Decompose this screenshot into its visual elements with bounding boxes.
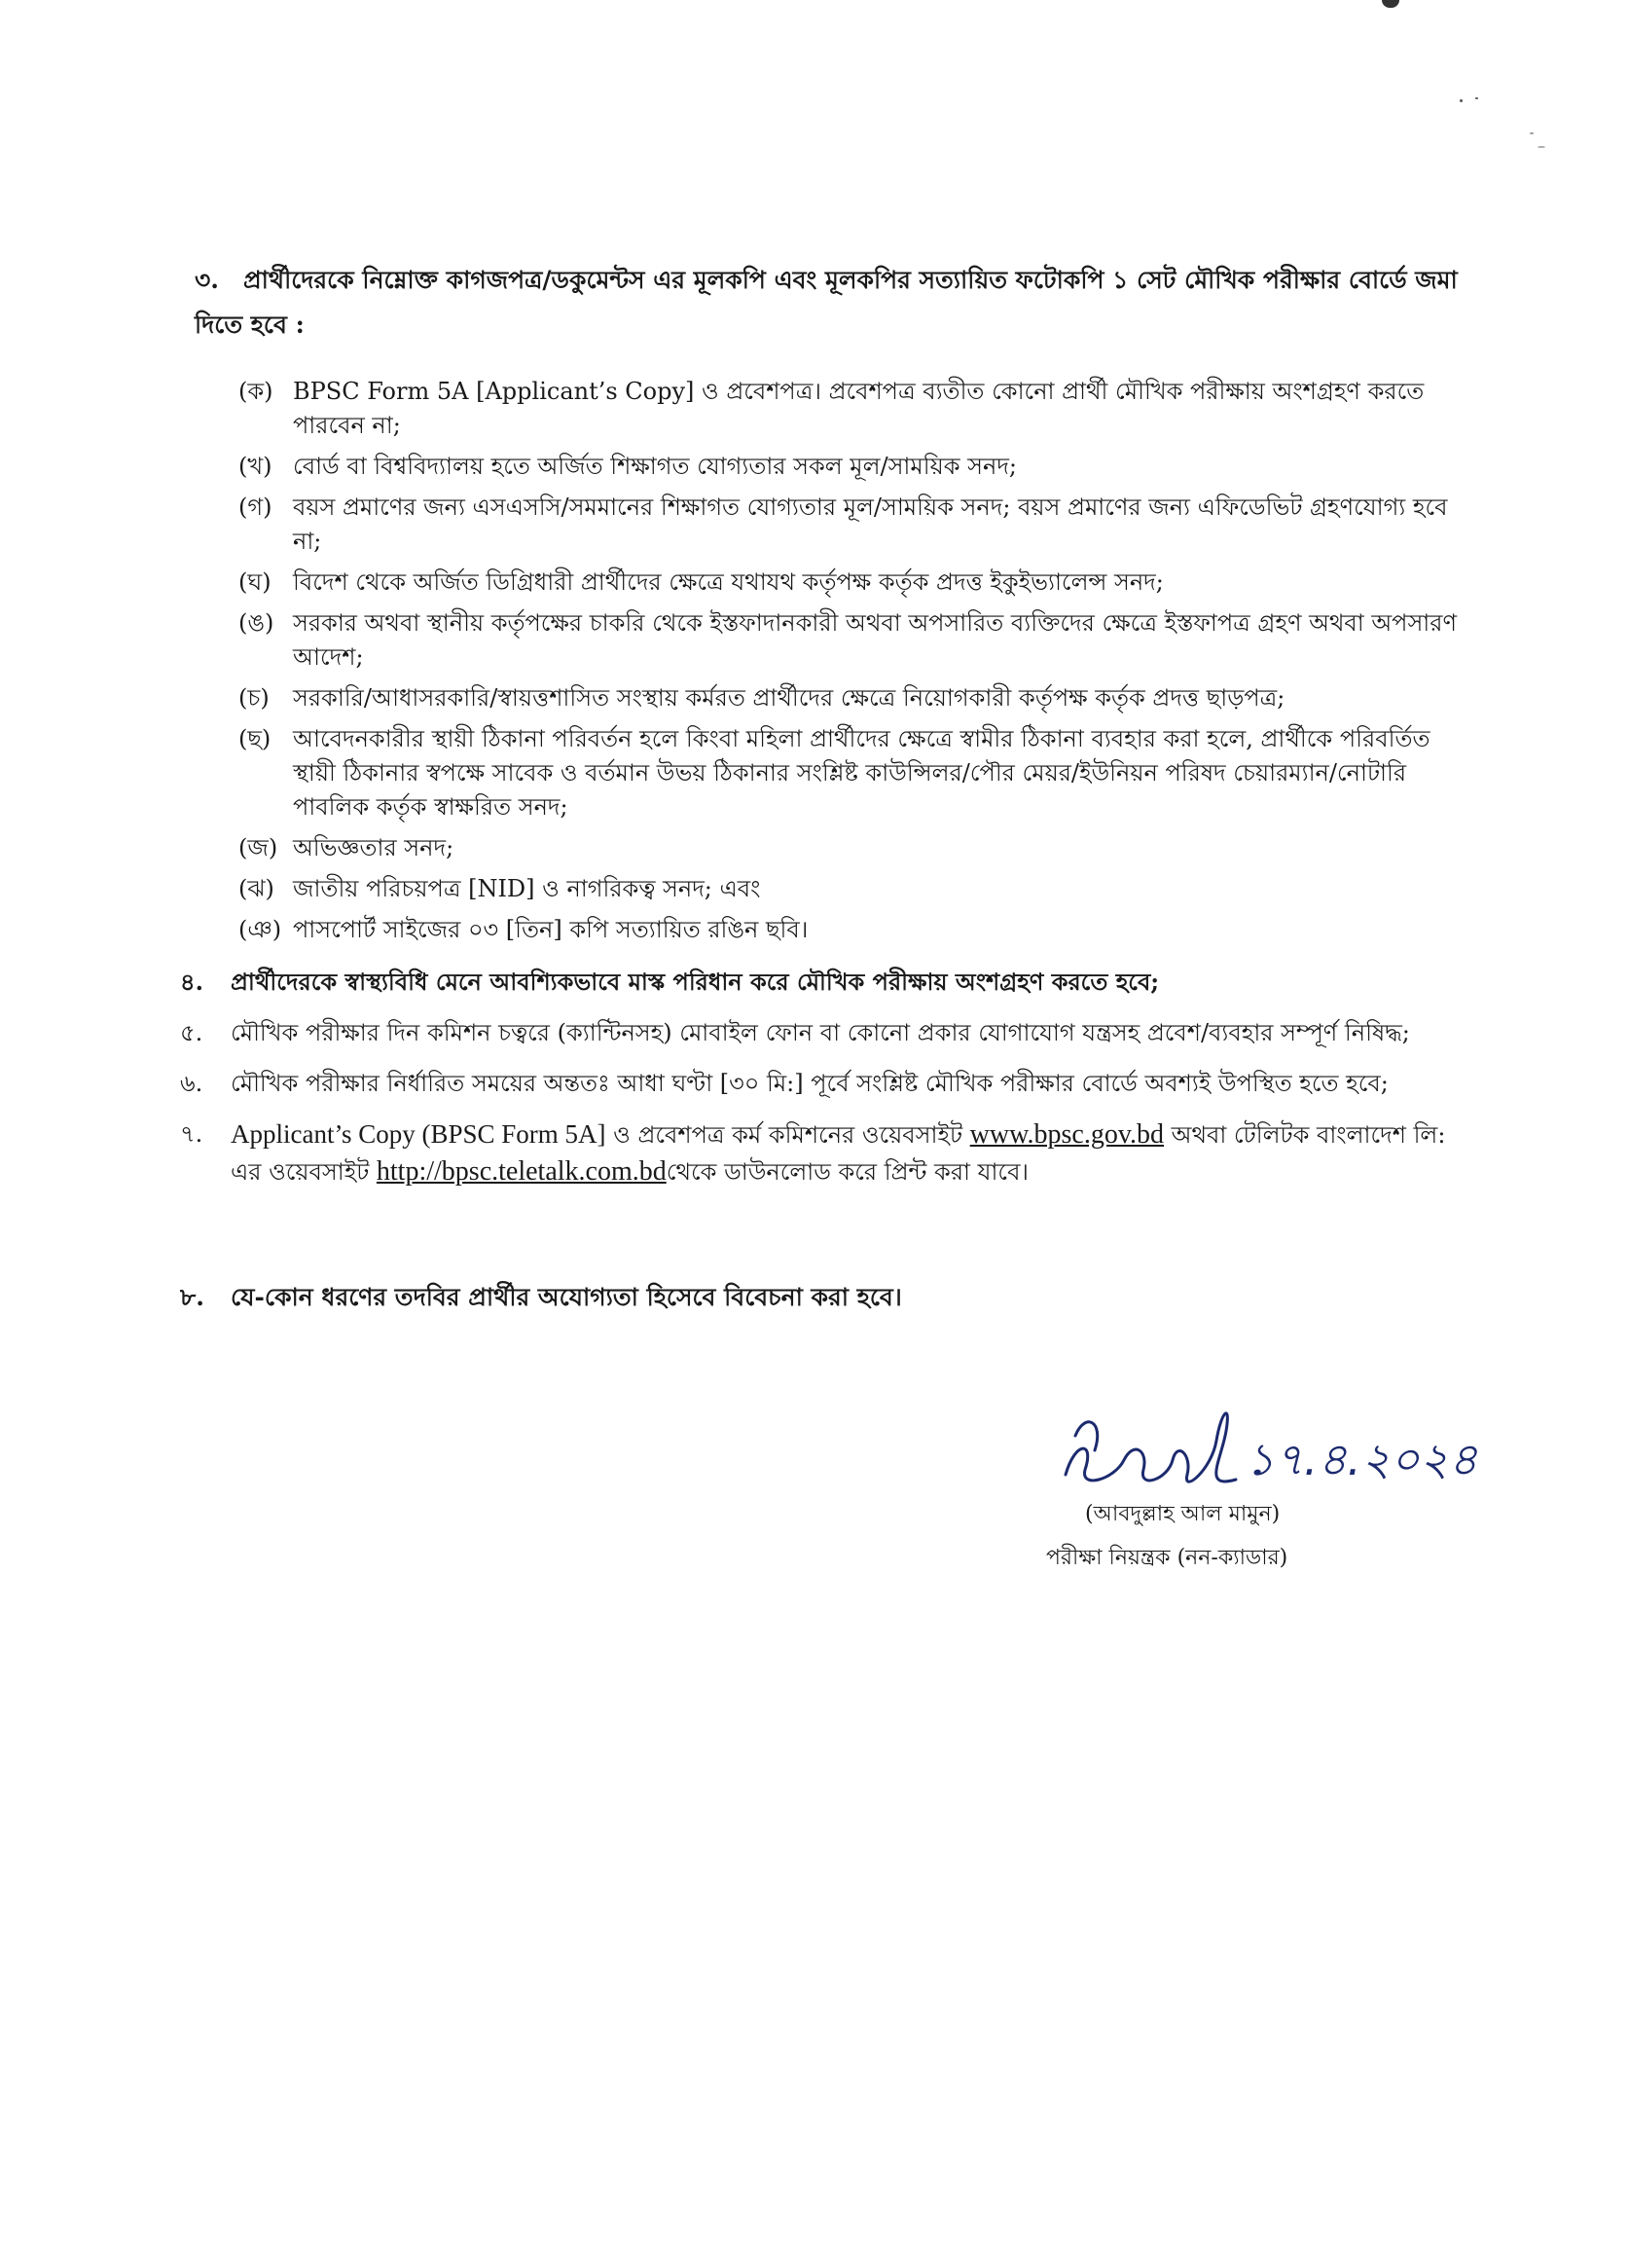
sub-item-text: বিদেশ থেকে অর্জিত ডিগ্রিধারী প্রার্থীদের ক্ষেত্রে যথাযথ কর্তৃপক্ষ কর্তৃক প্রদত্ত ইকুইভ্যালেন্স সনদ;	[293, 568, 1164, 596]
sub-item-mark: (ঘ)	[238, 568, 272, 596]
sub-item-mark: (খ)	[238, 453, 272, 480]
sub-item-mark: (ক)	[238, 378, 273, 405]
item-number: ৫.	[180, 1019, 203, 1046]
item-text: যে-কোন ধরণের তদবির প্রার্থীর অযোগ্যতা হিসেবে বিবেচনা করা হবে।	[231, 1283, 902, 1311]
document-sublist	[238, 375, 1465, 954]
sub-item-cha	[238, 722, 1465, 824]
sub-item-mark: (জ)	[238, 834, 278, 861]
sub-item-gha	[238, 566, 1465, 600]
sub-item-text: সরকার অথবা স্থানীয় কর্তৃপক্ষের চাকরি থেকে ইস্তফাদানকারী অথবা অপসারিত ব্যক্তিদের ক্ষেত্রে ইস্তফাপত্র গ্রহণ অথবা অপসারণ আদেশ;	[293, 609, 1457, 671]
teletalk-website-link[interactable]: http://bpsc.teletalk.com.bd	[376, 1156, 667, 1187]
signature-date: ১৭.৪.২০২৪	[1246, 1433, 1478, 1485]
sub-item-ja	[238, 831, 1465, 865]
sub-item-ga	[238, 491, 1465, 559]
scan-speck	[1382, 0, 1399, 8]
sub-item-mark: (ঞ)	[238, 916, 282, 943]
item-text: মৌখিক পরীক্ষার দিন কমিশন চত্বরে (ক্যান্টিনসহ) মোবাইল ফোন বা কোনো প্রকার যোগাযোগ যন্ত্রসহ প্রবেশ/ব্যবহার সম্পূর্ণ নিষিদ্ধ;	[231, 1019, 1410, 1046]
sub-item-nya	[238, 913, 1465, 947]
item-4	[180, 964, 1465, 1001]
sub-item-jha	[238, 872, 1465, 906]
sub-item-ca	[238, 681, 1465, 715]
sub-item-text: অভিজ্ঞতার সনদ;	[293, 834, 454, 861]
signature-mark	[1056, 1382, 1523, 1518]
item-number: ৬.	[180, 1070, 203, 1097]
sub-item-text: বোর্ড বা বিশ্ববিদ্যালয় হতে অর্জিত শিক্ষাগত যোগ্যতার সকল মূল/সাময়িক সনদ;	[293, 453, 1018, 480]
signature-stroke	[1075, 1422, 1098, 1450]
instruction-list	[180, 964, 1465, 1204]
sub-item-text: পাসপোর্ট সাইজের ০৩ [তিন] কপি সত্যায়িত রঙিন ছবি।	[293, 916, 809, 943]
sub-item-text: বয়স প্রমাণের জন্য এসএসসি/সমমানের শিক্ষাগত যোগ্যতার মূল/সাময়িক সনদ; বয়স প্রমাণের জন্য এফিডেভিট গ্রহণযোগ্য হবে না;	[293, 494, 1448, 555]
item-number: ৮.	[180, 1283, 204, 1311]
sub-item-ka	[238, 375, 1465, 443]
signatory-title: পরীক্ষা নিয়ন্ত্রক (নন-ক্যাডার)	[1046, 1546, 1288, 1570]
item-text-part: অথবা টেলিটক বাংলাদেশ লি: এর ওয়েবসাইট	[231, 1121, 1446, 1186]
scan-speck	[1460, 99, 1463, 102]
sub-item-text: আবেদনকারীর স্থায়ী ঠিকানা পরিবর্তন হলে কিংবা মহিলা প্রার্থীদের ক্ষেত্রে স্বামীর ঠিকানা ব্যবহার করা হলে, প্রার্থীকে পরিবর্তিত স্থায়ী ঠিকানার স্বপক্ষে সাবেক ও বর্তমান উভয় ঠিকানার সংশ্লিষ্ট কাউন্সিলর/পৌর মেয়র/ইউনিয়ন পরিষদ চেয়ারম্যান/নোটারি পাবলিক কর্তৃক স্বাক্ষরিত সনদ;	[293, 725, 1430, 821]
sub-item-uma	[238, 606, 1465, 675]
sub-item-mark: (ছ)	[238, 725, 272, 752]
item-number: ৩.	[195, 266, 219, 294]
sub-item-mark: (গ)	[238, 494, 272, 521]
item-number: ৪.	[180, 968, 203, 996]
item-8	[180, 1275, 1445, 1320]
sub-item-text: জাতীয় পরিচয়পত্র [NID] ও নাগরিকত্ব সনদ; এবং	[293, 875, 761, 902]
sub-item-text: সরকারি/আধাসরকারি/স্বায়ত্তশাসিত সংস্থায় কর্মরত প্রার্থীদের ক্ষেত্রে নিয়োগকারী কর্তৃপক্ষ কর্তৃক প্রদত্ত ছাড়পত্র;	[293, 684, 1285, 712]
sub-item-mark: (চ)	[238, 684, 270, 712]
item-7	[180, 1116, 1465, 1190]
item-5	[180, 1014, 1465, 1051]
applicant-copy-text: Applicant’s Copy (BPSC Form 5A]	[231, 1119, 606, 1149]
item-text	[231, 1116, 1465, 1190]
item-6	[180, 1065, 1465, 1102]
item-text: প্রার্থীদেরকে স্বাস্থ্যবিধি মেনে আবশ্যিকভাবে মাস্ক পরিধান করে মৌখিক পরীক্ষায় অংশগ্রহণ করতে হবে;	[231, 968, 1160, 996]
signatory-name: (আবদুল্লাহ আল মামুন)	[1085, 1502, 1281, 1526]
sub-item-text: BPSC Form 5A [Applicant’s Copy] ও প্রবেশপত্র। প্রবেশপত্র ব্যতীত কোনো প্রার্থী মৌখিক পরীক্ষায় অংশগ্রহণ করতে পারবেন না;	[293, 378, 1425, 439]
scan-speck	[1530, 132, 1534, 134]
sub-item-mark: (ঙ)	[238, 609, 274, 637]
item-3-heading	[195, 258, 1460, 348]
item-number: ৭.	[180, 1120, 203, 1148]
item-text-part: থেকে ডাউনলোড করে প্রিন্ট করা যাবে।	[666, 1158, 1030, 1186]
sub-item-kha	[238, 450, 1465, 484]
item-text: প্রার্থীদেরকে নিম্নোক্ত কাগজপত্র/ডকুমেন্টস এর মূলকপি এবং মূলকপির সত্যায়িত ফটোকপি ১ সেট মৌখিক পরীক্ষার বোর্ডে জমা দিতে হবে :	[195, 266, 1458, 339]
scan-speck	[1475, 97, 1478, 99]
scan-speck	[1538, 146, 1545, 148]
sub-item-mark: (ঝ)	[238, 875, 274, 902]
item-text-part: ও প্রবেশপত্র কর্ম কমিশনের ওয়েবসাইট	[605, 1121, 970, 1149]
item-text: মৌখিক পরীক্ষার নির্ধারিত সময়ের অন্ততঃ আধা ঘণ্টা [৩০ মি:] পূর্বে সংশ্লিষ্ট মৌখিক পরীক্ষার বোর্ডে অবশ্যই উপস্থিত হতে হবে;	[231, 1070, 1389, 1097]
bpsc-website-link[interactable]: www.bpsc.gov.bd	[969, 1119, 1165, 1150]
